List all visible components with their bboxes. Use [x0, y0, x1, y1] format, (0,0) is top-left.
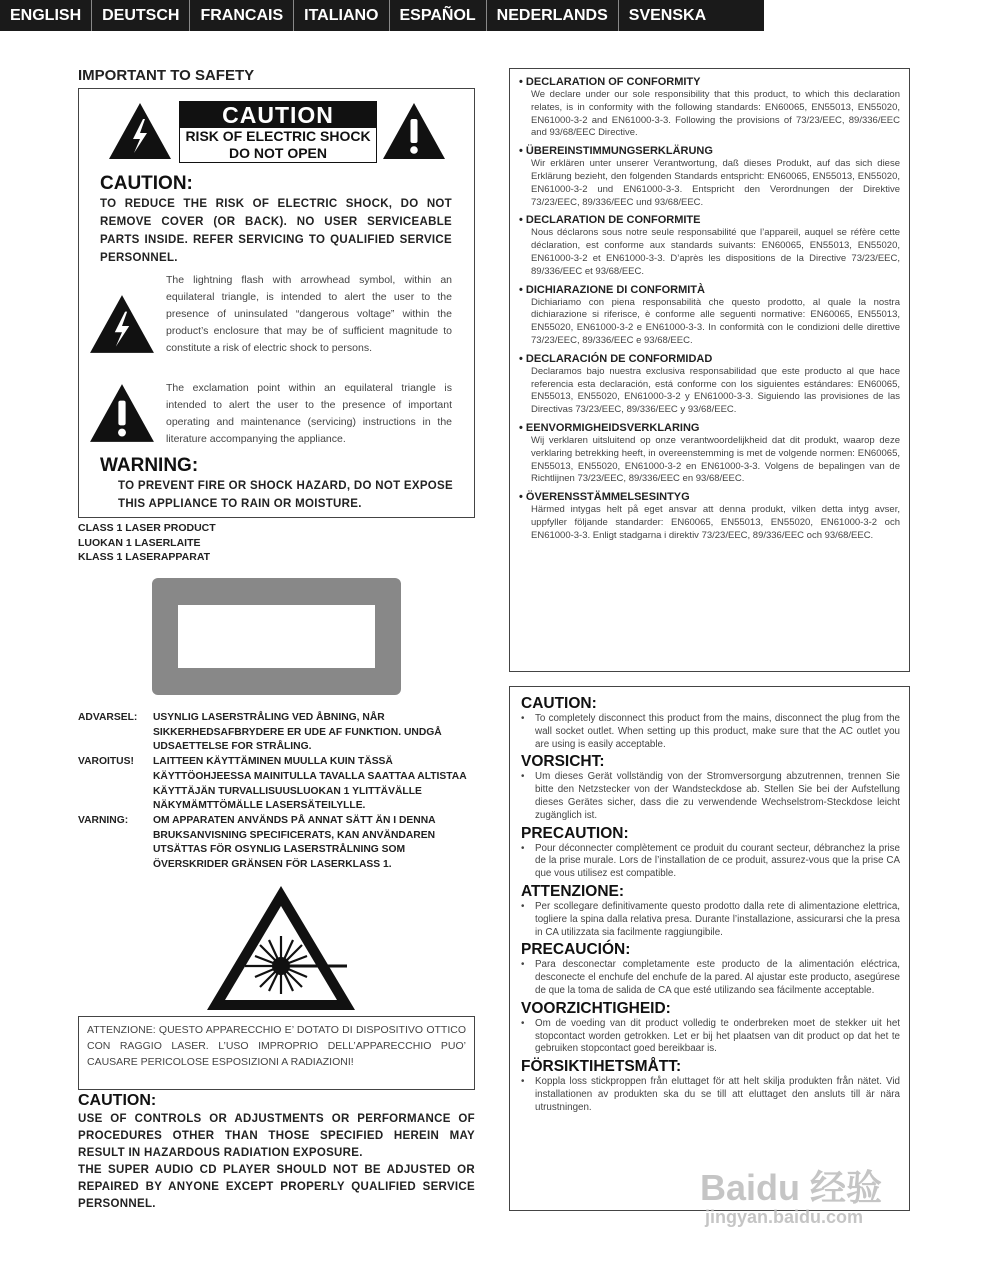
laser-radiation-icon — [205, 884, 357, 1012]
declaration-title: • EENVORMIGHEIDSVERKLARING — [519, 421, 700, 434]
electric-shock-warning-icon — [107, 101, 173, 161]
power-caution-heading: VORSICHT: — [521, 753, 605, 771]
laser-caution-text-2: THE SUPER AUDIO CD PLAYER SHOULD NOT BE ADJUSTED OR REPAIRED BY ANYONE EXCEPT PROPERLY QUALIFIED SERVICE PERSONNEL. — [78, 1164, 475, 1210]
declaration-body: Nous déclarons sous notre seule responsabilité que l’appareil, auquel se réfère cette déclaration, est conforme aux standards suivants: EN60065, EN55013, EN55020, EN61000-3-2 et EN61000-3-3. D’après les dispositions de la Directive 73/23/EEC, 89/336/EEC et 93/68/EEC. — [531, 227, 900, 277]
declaration-item — [519, 144, 900, 209]
declaration-body: Dichiariamo con piena responsabilità che questo prodotto, al quale la nostra dichiarazione si riferisce, è conforme alle seguenti normative: EN60065, EN55013, EN55020, EN61000-3-2 e EN61000-3-3. In conformità con le condizioni delle direttive 73/23/EEC, 89/336/EEC e 93/68/EEC. — [531, 296, 900, 346]
language-tab[interactable]: FRANCAIS — [190, 0, 294, 31]
power-caution-box — [509, 686, 910, 1211]
power-caution-heading: CAUTION: — [521, 695, 597, 712]
laser-warning-key: VAROITUS! — [78, 756, 134, 768]
power-caution-item — [521, 1076, 900, 1114]
power-caution-text: Um dieses Gerät vollständig von der Stromversorgung abzutrennen, trennen Sie bitte den Netzstecker von der Wandsteckdose ab. Stellen Sie bei der Aufstellung dieses Gerätes sicher, dass die zu verwendende Wechselstrom-Steckdose leicht zugänglich ist. — [535, 771, 900, 821]
bullet-icon: • — [521, 1076, 525, 1088]
laser-warning-text: LAITTEEN KÄYTTÄMINEN MUULLA KUIN TÄSSÄ KÄYTTÖOHJEESSA MAINITULLA TAVALLA SAATTAA ALTISTAA KÄYTTÄJÄN TURVALLISUUSLUOKAN 1 YLITTÄVÄLLE NÄKYMÄMTTÖMÄLLE LASERSÄTEILYLLE. — [153, 756, 467, 812]
laser-warning-row — [78, 711, 478, 755]
language-tab[interactable]: ITALIANO — [294, 0, 389, 31]
watermark-url: jingyan.baidu.com — [705, 1207, 864, 1227]
power-caution-text: Om de voeding van dit product volledig te onderbreken moet de stekker uit het stopcontact worden getrokken. Let er bij het plaatsen van dit product op dat het te gebruiken stopcontact goed bereikbaar is. — [535, 1017, 900, 1055]
caution-label-line2: DO NOT OPEN — [228, 145, 327, 161]
laser-warning-key: VARNING: — [78, 814, 129, 826]
power-caution-item — [521, 959, 900, 997]
laser-label-window — [178, 605, 375, 668]
declaration-item — [519, 283, 900, 348]
caution-text: TO REDUCE THE RISK OF ELECTRIC SHOCK, DO NOT REMOVE COVER (OR BACK). NO USER SERVICEABLE PARTS INSIDE. REFER SERVICING TO QUALIFIED SERVICE PERSONNEL. — [100, 198, 452, 264]
declaration-title: • ÖVERENSSTÄMMELSESINTYG — [519, 491, 690, 504]
laser-warning-text: USYNLIG LASERSTRÅLING VED ÅBNING, NÅR SIKKERHEDSAFBRYDERE ER UDE AF FUNKTION. UNDGÅ UDSAETTELSE FOR STRÅLING. — [153, 712, 442, 753]
power-caution-text: Per scollegare definitivamente questo prodotto dalla rete di alimentazione elettrica, togliere la spina dalla relativa presa. Durante l’installazione, assicurarsi che la presa in CA utilizzata sia facilmente raggiungibile. — [535, 900, 900, 938]
exclamation-warning-icon — [381, 101, 447, 161]
power-caution-item — [521, 1018, 900, 1056]
power-caution-heading: ATTENZIONE: — [521, 882, 625, 900]
declaration-item — [519, 213, 900, 278]
laser-warning-row — [78, 755, 478, 814]
lightning-triangle-icon — [88, 293, 156, 355]
power-caution-heading: PRECAUCIÓN: — [521, 941, 631, 959]
warning-text: TO PREVENT FIRE OR SHOCK HAZARD, DO NOT EXPOSE THIS APPLIANCE TO RAIN OR MOISTURE. — [118, 480, 453, 510]
power-caution-text: Koppla loss stickproppen från eluttaget för att helt skilja produkten från nätet. Vid installationen av produkten ska du se till att eluttaget den ansluts till är nära utrustningen. — [535, 1076, 900, 1113]
exclamation-triangle-icon — [88, 382, 156, 444]
laser-label-frame — [152, 578, 401, 695]
declaration-item — [519, 75, 900, 140]
bullet-icon: • — [521, 900, 525, 912]
warning-heading: WARNING: — [100, 455, 199, 476]
caution-label-title: CAUTION — [180, 102, 376, 128]
power-caution-item — [521, 713, 900, 751]
declaration-item — [519, 490, 900, 542]
laser-warnings-table — [78, 711, 478, 873]
language-tab-bar — [0, 0, 764, 31]
power-caution-item — [521, 771, 900, 822]
laser-warning-key: ADVARSEL: — [78, 712, 138, 723]
laser-caution-heading: CAUTION: — [78, 1092, 157, 1109]
language-tab[interactable]: DEUTSCH — [92, 0, 190, 31]
caution-label-line1: RISK OF ELECTRIC SHOCK — [185, 128, 371, 144]
declaration-title: • DECLARACIÓN DE CONFORMIDAD — [519, 352, 713, 365]
bullet-icon: • — [521, 842, 525, 854]
power-caution-text: To completely disconnect this product from the mains, disconnect the plug from the wall socket outlet. When setting up this product, make sure that the AC outlet you are using is easily acceptable. — [535, 713, 900, 750]
caution-heading: CAUTION: — [100, 173, 193, 194]
lightning-description: The lightning flash with arrowhead symbol, within an equilateral triangle, is intended to alert the user to the presence of uninsulated “dangerous voltage” within the product’s enclosure that may be of sufficient magnitude to constitute a risk of electric shock to persons. — [166, 274, 452, 354]
caution-label — [179, 101, 377, 163]
power-caution-heading: VOORZICHTIGHEID: — [521, 999, 671, 1017]
declaration-body: Härmed intygas helt på eget ansvar att denna produkt, vilken detta intyg avser, uppfyller följande standarder: EN60065, EN55013, EN55020, EN61000-3-2 och EN61000-3-3. Enligt stadgarna i direktiv 73/23/EEC, 89/336/EEC och 93/68/EEC. — [531, 504, 900, 541]
bullet-icon: • — [521, 713, 525, 724]
section-title: IMPORTANT TO SAFETY — [78, 67, 255, 84]
declaration-title: • DECLARATION OF CONFORMITY — [519, 76, 701, 88]
attenzione-box: ATTENZIONE: QUESTO APPARECCHIO E’ DOTATO DI DISPOSITIVO OTTICO CON RAGGIO LASER. L’USO IMPROPRIO DELL’APPARECCHIO PUO’ CAUSARE PERICOLOSE ESPOSIZIONI A RADIAZIONI! — [78, 1016, 475, 1090]
power-caution-item — [521, 843, 900, 881]
power-caution-text: Pour déconnecter complètement ce produit du courant secteur, débranchez la prise de la prise murale. Lors de l’installation de ce produit, assurez-vous que la prise CA que vous utilisez est compatible. — [535, 842, 900, 880]
declaration-body: We declare under our sole responsibility that this product, to which this declaration relates, is in conformity with the following standards: EN60065, EN55013, EN55020, EN61000-3-2 and EN61000-3-3. Following the provisions of 73/23/EEC, 89/336/EEC and 93/68/EEC Directive. — [531, 89, 900, 139]
laser-class-line: CLASS 1 LASER PRODUCT — [78, 522, 216, 534]
language-tab[interactable]: ESPAÑOL — [390, 0, 487, 31]
laser-class-line: LUOKAN 1 LASERLAITE — [78, 536, 201, 549]
bullet-icon: • — [521, 771, 525, 783]
declaration-body: Wir erklären unter unserer Verantwortung, daß dieses Produkt, auf das sich diese Erklärung bezieht, den folgenden Standards entspricht: EN60065, EN55013, EN55020, EN61000-3-2 und EN61000-3-3. Entspricht den Verordnungen der Direktive 73/23/EEC, 89/336/EEC und 93/68/EEC. — [531, 158, 900, 208]
laser-class-line: KLASS 1 LASERAPPARAT — [78, 551, 211, 563]
language-tab[interactable]: SVENSKA — [628, 7, 707, 24]
watermark-logo: Baidu 经验 — [700, 1167, 883, 1208]
power-caution-text: Para desconectar completamente este producto de la alimentación eléctrica, desconecte el enchufe del enchufe de la pared. Al ajustar este producto, asegúrese de que la toma de salida de CA que esté utilizando sea fácilmente acceptable. — [535, 959, 900, 996]
laser-caution-text-1: USE OF CONTROLS OR ADJUSTMENTS OR PERFORMANCE OF PROCEDURES OTHER THAN THOSE SPECIFIED HEREIN MAY RESULT IN HAZARDOUS RADIATION EXPOSURE. — [78, 1113, 475, 1159]
power-caution-heading: PRECAUTION: — [521, 824, 629, 842]
exclamation-description: The exclamation point within an equilateral triangle is intended to alert the user to the presence of important operating and maintenance (servicing) instructions in the literature accompanying the appliance. — [166, 382, 452, 445]
laser-warning-row — [78, 814, 478, 873]
laser-warning-text: OM APPARATEN ANVÄNDS PÅ ANNAT SÄTT ÄN I DENNA BRUKSANVISNING SPECIFICERATS, KAN ANVÄNDAREN UTSÄTTAS FÖR OSYNLIG LASERSTRÅLNING SOM ÖVERSKRIDER GRÄNSEN FÖR LASERKLASS 1. — [153, 814, 436, 871]
declaration-title: • ÜBEREINSTIMMUNGSERKLÄRUNG — [519, 145, 713, 158]
power-caution-heading: FÖRSIKTIHETSMÅTT: — [521, 1058, 682, 1076]
declarations-box — [509, 68, 910, 672]
language-tab[interactable]: NEDERLANDS — [487, 0, 619, 31]
bullet-icon: • — [521, 1017, 525, 1029]
declaration-item — [519, 352, 900, 417]
power-caution-item — [521, 901, 900, 939]
declaration-item — [519, 421, 900, 486]
declaration-body: Declaramos bajo nuestra exclusiva responsabilidad que este producto al que hace referencia esta declaración, está conforme con los siguientes estándares: EN60065, EN55013, EN55020, EN61000-3-2 y EN61000-3-3. Siguiendo las provisiones de las Directivas 73/23/EEC, 89/336/EEC y 93/68/EEC. — [531, 365, 900, 416]
declaration-title: • DECLARATION DE CONFORMITE — [519, 214, 701, 227]
laser-class-list — [78, 521, 216, 565]
language-tab[interactable]: ENGLISH — [0, 0, 92, 31]
declaration-body: Wij verklaren uitsluitend op onze verantwoordelijkheid dat dit produkt, waarop deze verklaring betrekking heeft, in overeenstemming is met de volgende normen: EN60065, EN55013, EN55020, EN61000-3-2 en EN61000-3-3. Volgens de bepalingen van de Richtlijnen 73/23/EEC, 89/336/EEC en 93/68/EEC. — [531, 434, 900, 485]
bullet-icon: • — [521, 959, 525, 971]
declaration-title: • DICHIARAZIONE DI CONFORMITÀ — [519, 283, 705, 296]
